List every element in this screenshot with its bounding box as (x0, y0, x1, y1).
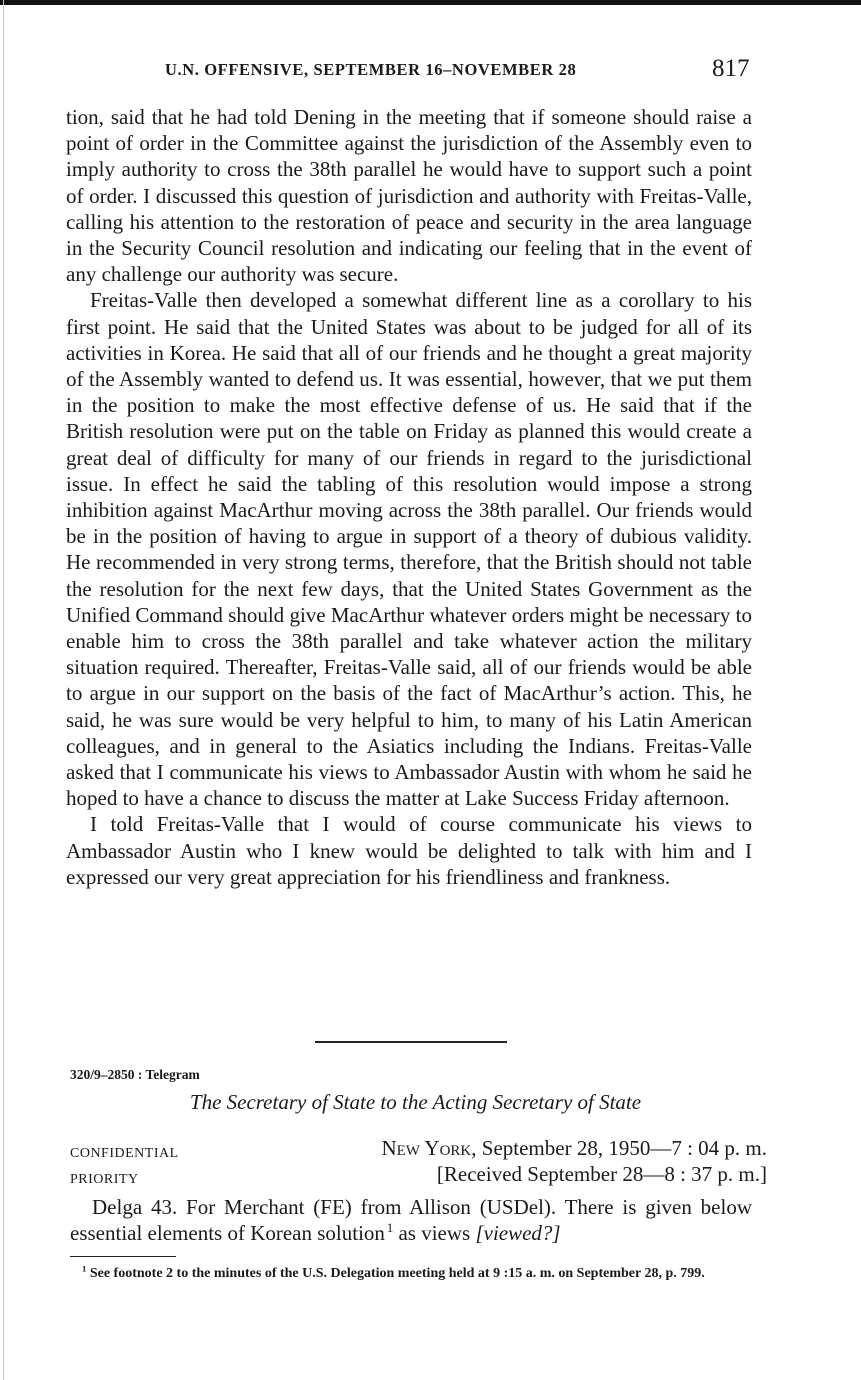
page-number: 817 (712, 55, 750, 82)
footnote (70, 1264, 752, 1283)
document-title: The Secretary of State to the Acting Secretary of State (189, 1090, 642, 1114)
footnote-rule (70, 1256, 176, 1257)
message-query: [viewed?] (475, 1221, 561, 1246)
top-border (0, 0, 861, 5)
message-body (70, 1194, 752, 1246)
paragraph-3: I told Freitas-Valle that I would of course communicate his views to Ambassador Austin who I knew would be delighted to talk with him and I expressed our very great appreciation for his friendliness and frankness. (66, 812, 752, 889)
paragraph-2: Freitas-Valle then developed a somewhat different line as a corollary to his first point. He said that the United States was about to be judged for all of its activities in Korea. He said that all of our friends and he thought a great majority of the Assembly wanted to defend us. It was essential, however, that we put them in the position to make the most effective defense of us. He said that if the British resolution were put on the table on Friday as planned this would create a great deal of difficulty for many of our friends in regard to the jurisdictional issue. In effect he said the tabling of this resolution would impose a strong inhibition against MacArthur moving across the 38th parallel. Our friends would be in the position of having to argue in support of a theory of dubious validity. He recommended in very strong terms, therefore, that the British should not table the resolution for the next few days, that the United States Government as the Unified Command should give MacArthur whatever orders might be necessary to enable him to cross the 38th parallel and take whatever action the military situation required. Thereafter, Freitas-Valle said, all of our friends would be able to argue in our support on the basis of the fact of MacArthur’s action. This, he said, he was sure would be very helpful to him, to many of his Latin American colleagues, and in general to the Asiatics including the Indians. Freitas-Valle asked that I communicate his views to Ambassador Austin with whom he said he hoped to have a chance to discuss the matter at Lake Success Friday afternoon. (66, 288, 752, 811)
classification-priority: PRIORITY (70, 1172, 139, 1187)
left-border (3, 0, 4, 1380)
dateline-place: New York, (381, 1136, 477, 1160)
paragraph-1: tion, said that he had told Dening in the meeting that if someone should raise a point of order in the Committee against the jurisdiction of the Assembly even to imply authority to cross the 38th parallel he would have to support such a point of order. I discussed this question of jurisdiction and authority with Freitas-Valle, calling his attention to the restoration of peace and security in the area language in the Security Council resolution and indicating our feeling that in the event of any challenge our authority was secure. (66, 105, 752, 287)
dateline-date: September 28, 1950—7 : 04 p. m. (476, 1136, 767, 1160)
footnote-text: See footnote 2 to the minutes of the U.S. Delegation meeting held at 9 :15 a. m. on September 28, p. 799. (86, 1266, 705, 1281)
classification-confidential: CONFIDENTIAL (70, 1146, 179, 1161)
message-text-2: as views (393, 1221, 476, 1246)
dateline (381, 1136, 767, 1161)
message-text-1: Delga 43. For Merchant (FE) from Allison (USDel). There is given below essential elements of Korean solution (70, 1195, 752, 1246)
file-reference: 320/9–2850 : Telegram (70, 1067, 200, 1082)
received-line: [Received September 28—8 : 37 p. m.] (436, 1162, 767, 1186)
section-divider (315, 1041, 507, 1043)
running-head: U.N. OFFENSIVE, SEPTEMBER 16–NOVEMBER 28 (165, 60, 577, 79)
body-text (66, 104, 752, 890)
footnote-number: 1 (82, 1263, 87, 1274)
footnote-marker: 1 (386, 1220, 394, 1236)
